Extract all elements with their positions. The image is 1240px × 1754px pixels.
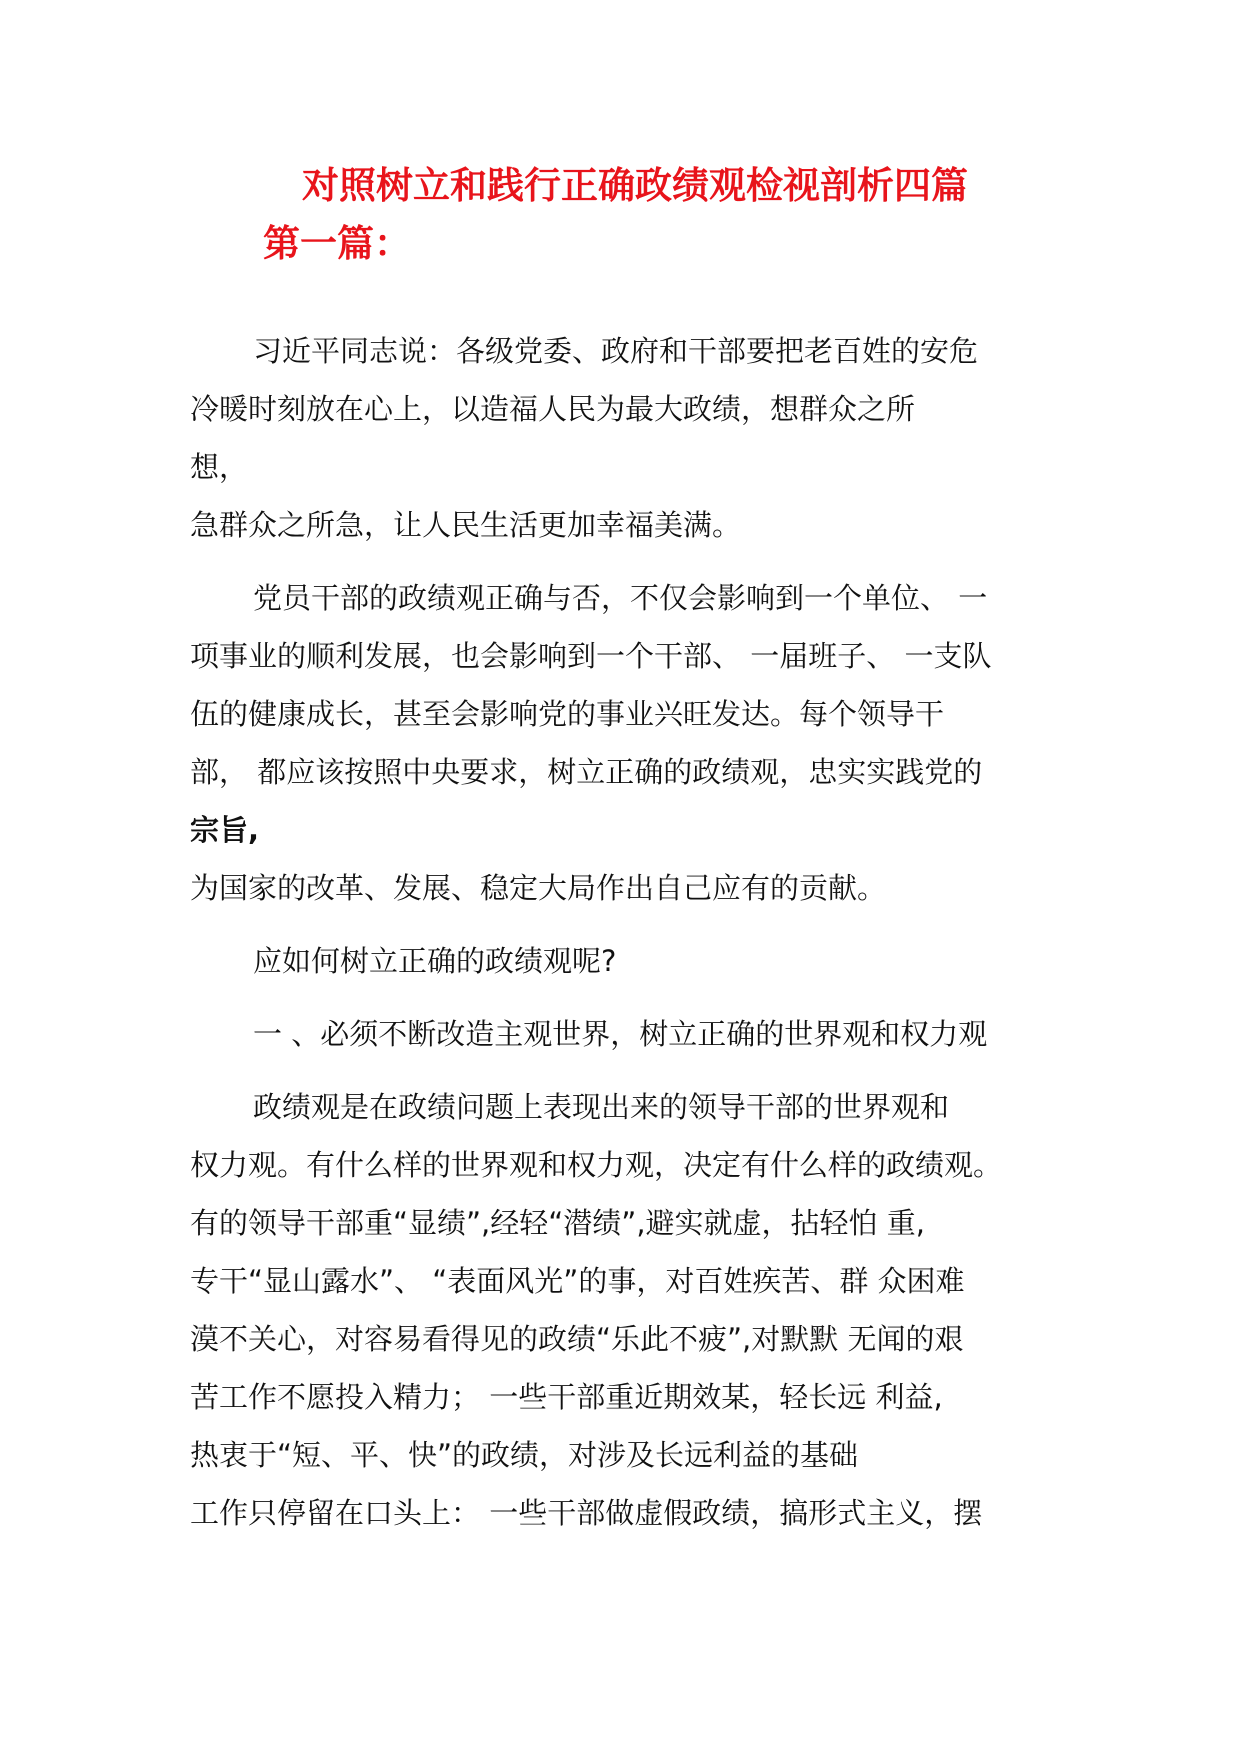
text-line: 苦工作不愿投入精力； 一些干部重近期效某，轻长远 利益, — [190, 1380, 943, 1414]
text-line: 项事业的顺利发展，也会影响到一个干部、 一届班子、 一支队 — [190, 639, 992, 673]
text-line: 想， — [190, 450, 249, 484]
text-line: 伍的健康成长，甚至会影响党的事业兴旺发达。每个领导干 — [190, 697, 945, 731]
section-title: 第一篇： — [263, 221, 411, 265]
paragraph — [190, 569, 1070, 917]
text-line: 为国家的改革、发展、稳定大局作出自己应有的贡献。 — [190, 871, 887, 905]
document-title: 对照树立和践行正确政绩观检视剖析四篇 — [302, 163, 968, 207]
text-line: 漠不关心，对容易看得见的政绩“乐此不疲”,对默默 无闻的艰 — [190, 1322, 964, 1356]
text-line: 工作只停留在口头上： 一些干部做虚假政绩，搞形式主义，摆 — [190, 1496, 983, 1530]
text-line: 党员干部的政绩观正确与否，不仅会影响到一个单位、 一 — [253, 581, 988, 615]
document-body — [190, 322, 1070, 1542]
text-line: 习近平同志说：各级党委、政府和干部要把老百姓的安危 — [253, 334, 979, 368]
text-line: 有的领导干部重“显绩”,经轻“潜绩”,避实就虚，拈轻怕 重, — [190, 1206, 925, 1240]
text-line: 冷暖时刻放在心上，以造福人民为最大政绩，想群众之所 — [190, 392, 916, 426]
text-line: 专干“显山露水”、 “表面风光”的事，对百姓疾苦、群 众困难 — [190, 1264, 965, 1298]
text-line: 急群众之所急，让人民生活更加幸福美满。 — [190, 508, 742, 542]
paragraph — [190, 932, 1070, 990]
text-line: 政绩观是在政绩问题上表现出来的领导干部的世界观和 — [253, 1090, 950, 1124]
paragraph — [190, 1078, 1070, 1542]
text-line: 权力观。有什么样的世界观和权力观，决定有什么样的政绩观。 — [190, 1148, 1003, 1182]
text-line: 应如何树立正确的政绩观呢? — [253, 944, 617, 978]
text-line: 部， 都应该按照中央要求，树立正确的政绩观，忠实实践党的 — [190, 755, 983, 789]
text-line: 一 、必须不断改造主观世界，树立正确的世界观和权力观 — [253, 1017, 988, 1051]
paragraph — [190, 322, 1070, 554]
text-line: 宗旨, — [190, 813, 260, 847]
paragraph — [190, 1005, 1070, 1063]
text-line: 热衷于“短、平、快”的政绩，对涉及长远利益的基础 — [190, 1438, 859, 1472]
